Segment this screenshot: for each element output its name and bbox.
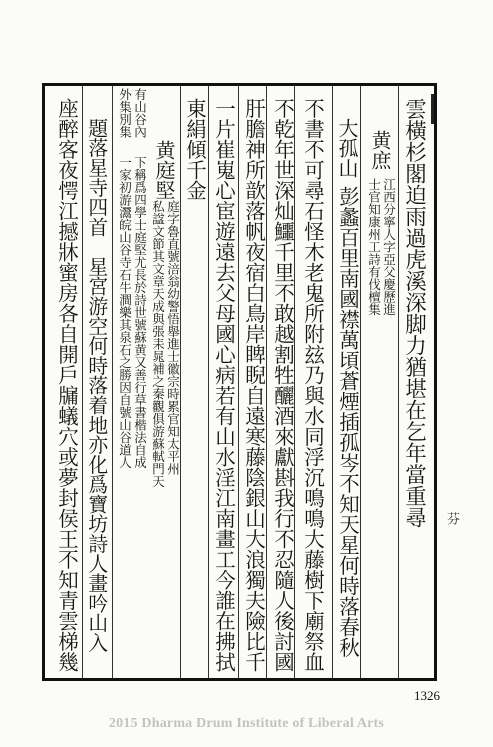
column-rule: [208, 86, 209, 678]
text-column-8: 東絹傾千金: [182, 98, 207, 201]
text-column-3: 彭蠡百里南國襟萬頃蒼煙插孤岑不知天星何時落春秋: [335, 186, 360, 658]
text-column-4: 不書不可尋石怪木老鬼所附玆乃與水同浮沉鳴鳴大藤樹下廟祭血: [300, 98, 325, 672]
column-rule: [332, 86, 333, 678]
author-note-line-4: 私諡文節其文章天成與張耒晁補之秦觀俱游蘇軾門天: [150, 200, 166, 488]
column-rule: [266, 86, 267, 678]
column-rule: [398, 86, 399, 678]
text-column-10: 題落星寺四首 星宮游空何時落着地亦化爲寶坊詩人畫吟山入: [84, 118, 108, 653]
author-note-line-7: 有山谷內: [132, 88, 148, 138]
author-note-line-1: 江西分寧人字亞父慶歷進: [381, 178, 397, 316]
text-column-5: 不乾年世深灿鱷千里不敢越割牲釃酒來獻斟我行不忍隨人後討國: [270, 98, 295, 672]
author-note-line-3: 庭字魯直號涪翁幼警悟舉進士徽宗時累官知太平州: [165, 200, 181, 475]
author-note-line-6: 一家初游灊皖山谷寺石牛澗樂其泉石之勝因自號山谷道人: [117, 156, 133, 469]
poem-title-da-gu-shan: 大孤山: [335, 118, 359, 178]
author-note-line-8: 外集別集: [117, 88, 133, 138]
column-rule: [238, 86, 239, 678]
text-column-1: 雲橫杉閣迫雨過虎溪深脚力猶堪在乞年當重尋: [401, 98, 427, 528]
author-note-line-2: 士官知康州工詩有伐檀集: [366, 178, 382, 316]
header-mark: [431, 94, 442, 124]
column-rule: [82, 86, 83, 678]
author-note-line-5: 下稱爲四學士庭堅尤長於詩世號蘇黄又善行草書楷法自成: [132, 156, 148, 469]
text-column-7: 一片崔嵬心宦遊遠去父母國心病若有山水淫江南畫工今誰在拂拭: [211, 98, 236, 672]
author-name-huang-tingjian: 黄庭堅: [152, 140, 176, 200]
edge-mark: 芬: [444, 512, 459, 525]
text-column-11: 座醉客夜愕江撼牀蜜房各自開戶牖蟻穴或夢封侯王不知青雲梯幾: [54, 98, 79, 672]
text-column-6: 肝膽神所歆落帆夜宿白鳥岸睥睨自遠寒藤陰銀山大浪獨夫險比千: [241, 98, 266, 672]
column-rule: [360, 86, 361, 678]
page-number: 1326: [414, 688, 440, 703]
author-name-huang-shu: 黄庶: [368, 130, 392, 170]
column-rule: [112, 86, 113, 678]
watermark: 2015 Dharma Drum Institute of Liberal Arts: [108, 716, 385, 731]
